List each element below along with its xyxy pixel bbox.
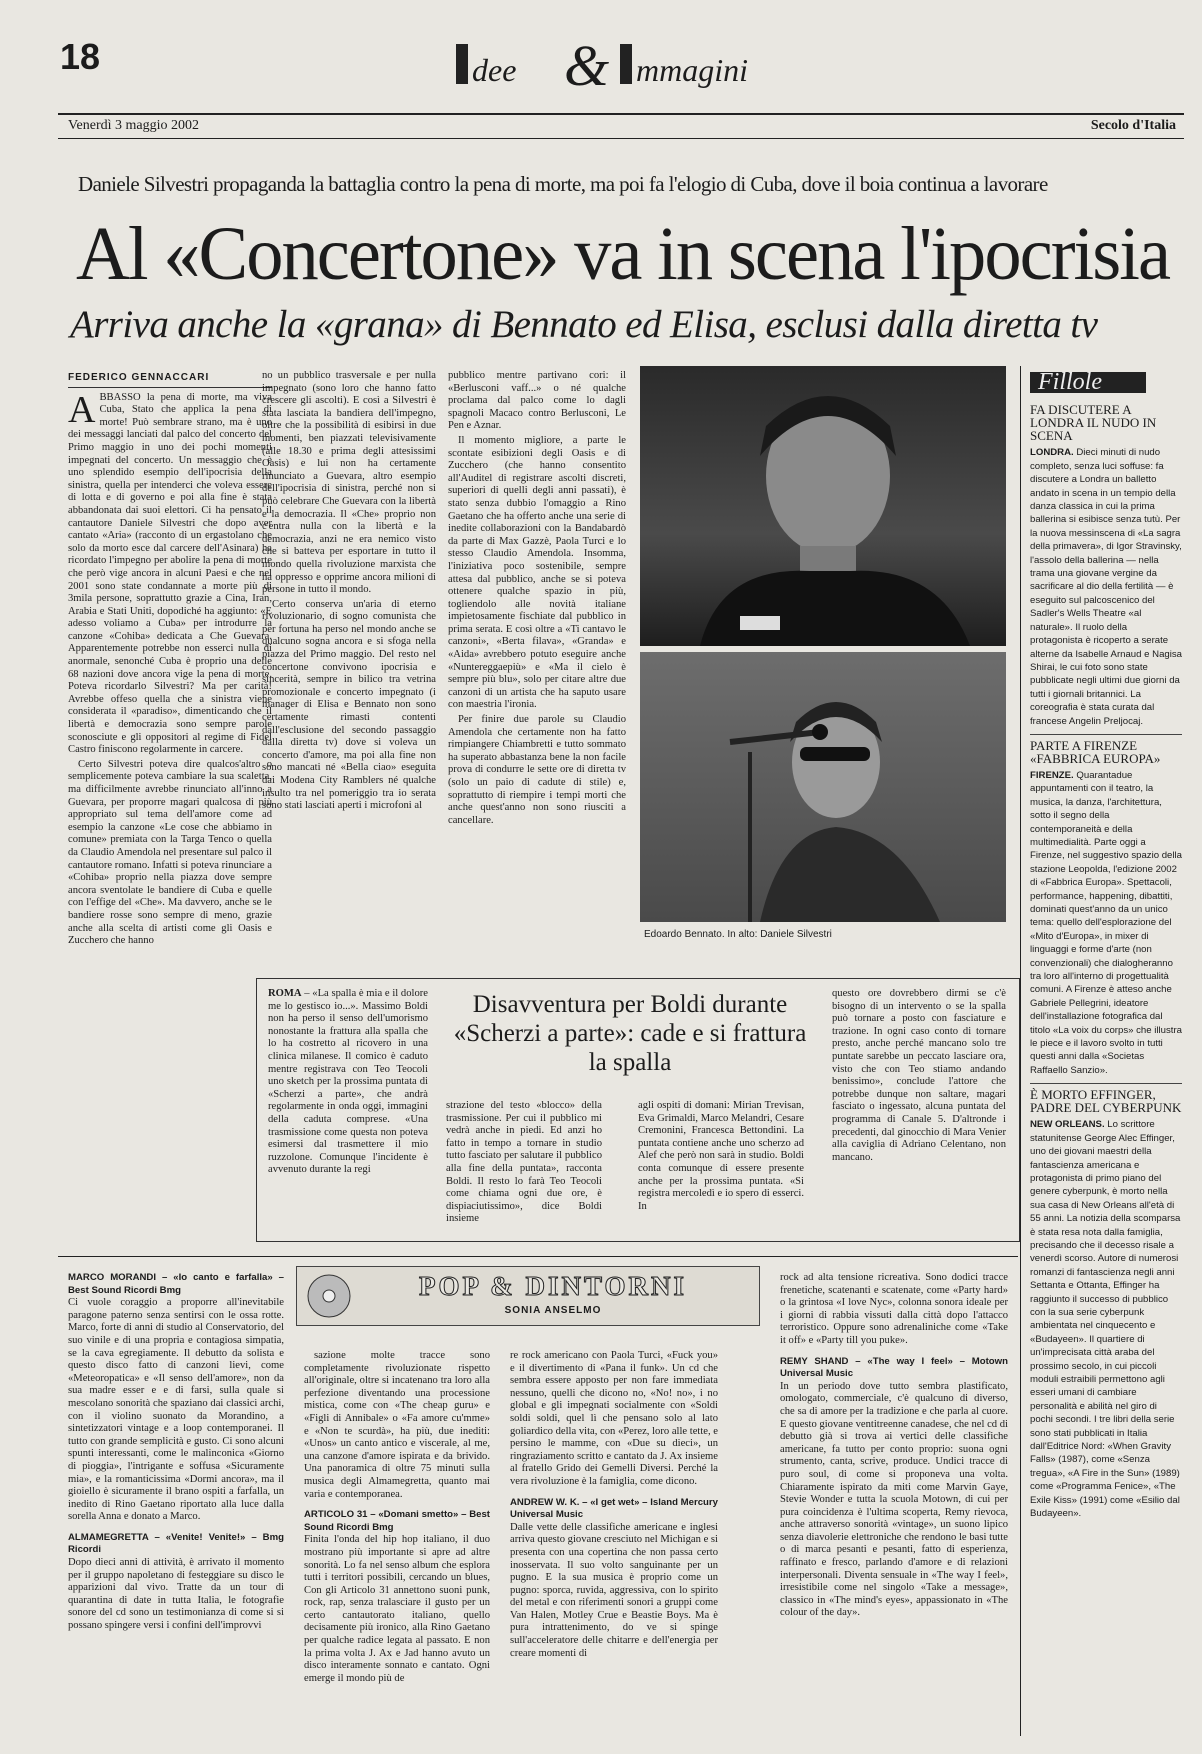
sidebar-item-text	[1030, 446, 1182, 728]
sidebar-dateline: NEW ORLEANS.	[1030, 1119, 1105, 1131]
pop-rule	[58, 1256, 1018, 1257]
byline: FEDERICO GENNACCARI	[68, 372, 272, 388]
section-word-right: mmagini	[636, 52, 748, 88]
review-text: Finita l'onda del hip hop italiano, il duo mostrano più importante si apre ad altre sonorità. Lo fa nel senso album che esplora tutti i territori possibili, cercando un blues, Con gli Articolo 31 annettono suoni punk, rock, rap, senza tralasciare il gusto per un certo cantautorato italiano, quello decisamente più ironico, alla Rino Gaetano per qualche radice legata al passato. E non la prima volta J. Ax e Jad hanno avuto un disco interamente sonnato e cantato. Ogni emerge il mondo più de	[304, 1534, 490, 1684]
section-bar-right	[620, 44, 632, 84]
dropcap: A	[68, 388, 96, 431]
sidebar-item-text	[1030, 1118, 1182, 1520]
section-word-left: dee	[472, 52, 517, 88]
section-ampersand: &	[564, 33, 610, 98]
pop-title: POP & DINTORNI	[418, 1271, 688, 1301]
pop-column-3	[510, 1350, 718, 1734]
review-title: REMY SHAND – «The way I feel» – Motown Universal Music	[780, 1355, 1008, 1380]
singer-illustration	[640, 652, 1006, 922]
review	[68, 1532, 284, 1633]
article-headline: Al «Concertone» va in scena l'ipocrisia	[76, 212, 1170, 296]
review-text: In un periodo dove tutto sembra plastificato, omologato, commerciale, c'è qualcuno di diverso, che sa di amore per la tradizione e che parla al cuore. E questo giovane ventitreenne canadese, che nel cd di debutto già si trova ai vertici delle classifiche americane, fa tutto per conto proprio: suona ogni strumento, canta, scrive, produce. Undici tracce di puro soul, di come si proponeva una volta. Chiaramente ispirato da miti come Marvin Gaye, Stevie Wonder e tutta la scuola Motown, di cui per pura coincidenza è l'ultima scoperta, Remy rievoca, anche attraverso sonorità «vintage», un suono lipico senza diavolerie elettroniche che rendono le basi tutte o di marca pesanti e pesanti, fatto di esperienza, raffinato e fresco, parlando d'amore e di relazioni interpersonali. Diventa sensuale in «The way I feel», irresistibile come nel singolo «Take a message», classico in «The mind's eyes», appassionato in «The colour of the day».	[780, 1380, 1008, 1619]
article-paragraph: pubblico mentre partivano cori: il «Berlusconi vaff...» o né qualche proclama dal palco come lo dagli spagnoli Macaco contro Berlusconi, Le Pen e Aznar.	[448, 370, 626, 432]
review-text: Dopo dieci anni di attività, è arrivato il momento per il gruppo napoletano di festeggiare su disco le apparizioni dal vivo. Tratte da un tour di quarantina di date in tutta Italia, le fotografie sonore del cd sono un testimonianza di come si si possano spingere versi i confini dell'improvvi	[68, 1557, 284, 1632]
review	[510, 1497, 718, 1661]
photo-caption: Edoardo Bennato. In alto: Daniele Silvestri	[644, 929, 832, 940]
boldi-paragraph: questo ore dovrebbero dirmi se c'è bisogno di un intervento o se la spalla può tornare a posto con fasciature e trazione. In ogni caso conto di tornare presto, anche perché mancano solo tre puntate sarebbe un peccato lasciare ora, visto che con Teo stiamo andando benissimo», conclude l'attore che potrebbe dunque non saltare, magari fasciato o ingessato, alcuna puntata del programma di Canale 5. D'altronde i precedenti, dal ginocchio di Mara Venier alla caviglia di Adriano Celentano, non mancano.	[832, 988, 1006, 1163]
page-number: 18	[60, 36, 101, 77]
cd-icon	[305, 1273, 355, 1319]
boldi-paragraph	[268, 988, 428, 1177]
sidebar-body: Lo scrittore statunitense George Alec Effinger, uno dei giovani maestri della fantascienza americana e protagonista di primo piano del genere cyberpunk, è morto nella sua casa di New Orleans all'età di 55 anni. La notizia della scomparsa è stata resa nota dalla famiglia, precisando che il decesso risale a venerdì scorso. Autore di numerosi romanzi di fantascienza negli anni Settanta e Ottanta, Effinger ha raggiunto il successo di pubblico con la sua serie cyberpunk ambientata nel cinquecento e «Budayeen». Il quartiere di un'imprecisata città araba del prossimo secolo, in cui piccoli moduli estraibili permettono agli esseri umani di cambiare personalità e abilità nel giro di pochi secondi. I tre libri della serie sono stati pubblicati in Italia dall'Editrice Nord: «When Gravity Falls» (1987), come «Senza tregua», «A Fire in the Sun» (1989) come «Programma Fenice», «The Exile Kiss» (1991) come «Esilio dal Budayeen».	[1030, 1119, 1181, 1520]
sidebar-body: Quarantadue appuntamenti con il teatro, la musica, la danza, l'architettura, sotto il segno della contemporaneità e della multimedialità. Parte oggi a Firenze, nel suggestivo spazio della stazione Leopolda, l'edizione 2002 di «Fabbrica Europa». Spettacoli, performance, happening, dibattiti, dominati quest'anno da un unico tema: quello dell'esplorazione del «Mito d'Europa», in mixer di linguaggi e forme d'arte (non convenzionali) che dialogheranno tra loro all'interno di progettualità comuni. A Firenze è atteso anche Gabriele Pellegrini, ideatore dell'installazione fotografica dal titolo «La voix du corps» che illustra le piece e il lavoro svolto in tutti questi anni dalla «Societas Raffaello Sanzio».	[1030, 769, 1182, 1076]
pop-author: SONIA ANSELMO	[504, 1305, 602, 1316]
article-paragraph: BBASSO la pena di morte, ma viva Cuba, Stato che applica la pena di morte! Può sembrare strano, ma è uno dei messaggi lanciati dal palco del concerto del Primo maggio in uno dei pochi momenti impegnati del concerto. Un messaggio che è uno splendido esempio dell'ipocrisia della sinistra, quella per intenderci che voleva essere di lotta e di governo e poi alla fine è stata abbandonata dai suoi elettori. Ci ha pensato il cantautore Daniele Silvestri che dopo aver cantato «Aria» (racconto di un ergastolano che solo da morto esce dal carcere dell'Asinara) ha ricordato l'impegno per abolire la pena di morte che però vige ancora in alcuni Paesi e che nel 2001 sono state condannate a morte più di 3mila persone, soprattutto grazie a Cina, Iran, Arabia e Stati Uniti, dopodiché ha aggiunto: «E adesso voliamo a Cuba» per introdurre la canzone «Cohiba» dedicata a Che Guevara. Apparentemente potrebbe non esserci nulla di anormale, senonché Cuba è proprio una delle 68 nazioni dove ancora vige la pena di morte. Poteva ricordarlo Silvestri? Ma per carità! Avrebbe offeso quella che a sinistra viene considerata il «paradiso», dimenticando che il libertà e democrazia sono sempre parole sconosciute e gli oppositori al regime di Fidel Castro finiscono regolarmente in carcere.	[68, 391, 272, 756]
review	[304, 1509, 490, 1685]
boldi-column-4	[832, 988, 1006, 1234]
review-text: sazione molte tracce sono completamente rivoluzionate rispetto all'originale, oltre si incatenano tra loro alla perfezione diventando una processione mistica, come con «The cheap guru» e «Figli di Annibale» o «Fa amore cu'mme» e «Non te scurdà», ha più, due inediti: «Unos» un canto antico e viscerale, al me, una canzone d'amore ispirata e da brivido. Una panoramica di oltre 75 minuti sulla musica degli Almamegretta, quanto mai varia e contemporanea.	[304, 1350, 490, 1500]
review	[510, 1350, 718, 1489]
sidebar-divider	[1020, 366, 1021, 1736]
review-title: MARCO MORANDI – «Io canto e farfalla» – Best Sound Ricordi Bmg	[68, 1272, 284, 1296]
sidebar-body: Dieci minuti di nudo completo, senza luci soffuse: fa discutere a Londra un balletto andato in scena in un tempio della danza classica in cui la prima ballerina si esibisce senza tutù. Per la nuova messinscena di «La sagra della primavera», di Igor Stravinsky, l'assolo della ballerina — nella trama una giovane vergine da sacrificare al dio della fertilità — è eseguito sul palcoscenico del Sadler's Wells Theatre «al naturale». Il ruolo della protagonista è ricoperto a serate alterne da Isabelle Arnaud e Nagisa Shirai, le cui foto sono state pubblicate negli ultimi due giorni da tutti i giornali britannici. La coreografia è stata curata dal francese Angelin Preljocaj.	[1030, 447, 1183, 727]
sidebar-item-head: FA DISCUTERE A LONDRA IL NUDO IN SCENA	[1030, 402, 1157, 444]
header-rule-thin	[58, 138, 1184, 139]
boldi-column-2	[446, 1100, 602, 1234]
portrait-illustration	[640, 366, 1006, 646]
section-title	[452, 30, 812, 100]
paper-name: Secolo d'Italia	[1090, 118, 1176, 133]
pop-column-1	[68, 1272, 284, 1734]
article-column-2	[262, 370, 436, 950]
boldi-paragraph: strazione del testo «blocco» della trasmissione. Per cui il pubblico mi vedrà anche in piedi. Ed anzi ho fatto in tempo a tornare in studio tutto fasciato per salutare il pubblico alla fine della puntata», racconta Boldi. Il resto lo farà Teo Teocoli come chiama ogni due ore, è dispiaciutissimo», dice Boldi insieme	[446, 1100, 602, 1225]
boldi-column-1	[268, 988, 428, 1234]
photo-bennato	[640, 652, 1006, 922]
article-kicker: Daniele Silvestri propaganda la battaglia contro la pena di morte, ma poi fa l'elogio di Cuba, dove il boia continua a lavorare	[78, 172, 1048, 196]
sidebar-item	[1030, 399, 1182, 728]
review	[68, 1272, 284, 1524]
review	[780, 1272, 1008, 1348]
pop-column-2	[304, 1350, 490, 1734]
header-rule	[58, 113, 1184, 115]
section-bar-left	[456, 44, 468, 84]
sidebar-item-head: PARTE A FIRENZE «FABBRICA EUROPA»	[1030, 734, 1182, 765]
review-text: re rock americano con Paola Turci, «Fuck you» e il divertimento di «Pana il funk». Un cd che sembra essere apposto per non fare immediata nessuno, quelli che dicono no, «No! no», i no global e gli impegnati socialmente con «Soldi soldi soldi, quel lì che pensano solo al lato goliardico della vita, con «Perez, loro alle tette, e persino le mamme, con «Due su dieci», un ringraziamento scritto e cantato da J. Ax insieme al fratello Grido dei Gemelli Diversi. Perché la vera rivoluzione è la famiglia, come dicono.	[510, 1350, 718, 1487]
sidebar-item-head: È MORTO EFFINGER, PADRE DEL CYBERPUNK	[1030, 1083, 1182, 1114]
issue-date: Venerdì 3 maggio 2002	[68, 118, 200, 133]
boldi-column-3	[638, 1100, 804, 1234]
article-column-3	[448, 370, 626, 950]
sidebar	[1030, 369, 1183, 1732]
review-text: Dalle vette delle classifiche americane e inglesi arriva questo giovane cresciuto nel Michigan e si presenta con una copertina che non passa certo inosservata. Il suo volto sanguinante per un pugno. E la sua musica è proprio come un pugno: sporca, ruvida, aggressiva, con lo spirito del metal e con riferimenti sonori a gruppi come Van Halen, Motley Crue e Beastie Boys. Ma è pura intrattenimento, do ve si spinge sull'acceleratore delle chitarre e dell'energia per creare momenti di	[510, 1521, 718, 1659]
review-title: ARTICOLO 31 – «Domani smetto» – Best Sound Ricordi Bmg	[304, 1509, 490, 1533]
article-column-1	[68, 372, 272, 1172]
sidebar-item	[1030, 734, 1182, 1077]
boldi-paragraph: agli ospiti di domani: Mirian Trevisan, Eva Grimaldi, Marco Melandri, Cesare Cremonini, Francesca Bettondini. La puntata contiene anche uno scherzo ad Alef che però non sarà in studio. Boldi conta comunque di essere presente anche per la prossima puntata. «Si registra mercoledì e io spero di esserci. In	[638, 1100, 804, 1212]
boldi-dateline: ROMA	[268, 988, 302, 999]
boldi-text: – «La spalla è mia e il dolore me lo gestisco io...». Massimo Boldi non ha perso il senso dell'umorismo nonostante la frattura alla spalla che lo ha costretto al ricovero in una clinica milanese. Il comico è caduto mentre registrava con Teo Teocoli uno sketch per la prossima puntata di «Scherzi a parte», che andrà regolarmente in onda oggi, immagini della caduta comprese. «Una trasmissione come questa non poteva esimersi dal trasmettere il mio ruzzolone. Comunque l'incidente è avvenuto durante la regi	[268, 988, 428, 1176]
pop-column-4	[780, 1272, 1008, 1734]
review	[780, 1356, 1008, 1620]
article-subhead: Arriva anche la «grana» di Bennato ed Elisa, esclusi dalla diretta tv	[70, 303, 1098, 346]
pop-banner	[296, 1266, 760, 1326]
photo-silvestri	[640, 366, 1006, 646]
article-paragraph: Certo conserva un'aria di eterno rivoluzionario, di sogno comunista che per fortuna ha perso nel mondo anche se qualcuno sogna ancora e si sfoga nella piazza del Primo maggio. Del resto nel concertone convivono ipocrisia e sincerità, sempre in bilico tra vetrina promozionale e concerto impegnato (i manager di Elisa e Bennato non sono certamente rimasti contenti dall'esclusione del secondo passaggio dalla diretta tv) dove si voleva un concerto d'amore, ma poi alla fine non sono mancati né «Bella ciao» eseguita dai Modena City Ramblers né qualche insulto tra nel pomeriggio tra io serata sono stati lasciati aperti i microfoni al	[262, 598, 436, 812]
sidebar-item-text	[1030, 769, 1182, 1077]
review-text: rock ad alta tensione ricreativa. Sono dodici tracce frenetiche, scatenanti e scatenate, come «Party hard» o la grintosa «I love Nyc», colonna sonora ideale per i giorni di rabbia vissuti dalla città dopo l'attacco terroristico. Oppure sono adrenaliniche come «Take it off» e «Party till you puke».	[780, 1272, 1008, 1346]
article-paragraph: no un pubblico trasversale e per nulla impegnato (sono loro che hanno fatto crescere gli ascolti). E così a Silvestri è stata lasciata la bandiera dell'impegno, oltre che la possibilità di esibirsi in due momenti, ben piazzati televisivamente (alle 18.30 e prima degli attesissimi Oasis) e lui non ha certamente rinunciato a Guevara, altro esempio dell'ipocrisia di sinistra, perché non si può celebrare Che Guevara con la libertà e la democrazia. Il «Che» proprio non c'entra nulla con la libertà e la democrazia, anzi ne era nemico visto che si batteva per esportare in tutto il mondo quella rivoluzione marxista che ha oppresso e opprime ancora milioni di persone in tutto il mondo.	[262, 370, 436, 596]
boldi-headline: Disavventura per Boldi durante «Scherzi a parte»: cade e si frattura la spalla	[453, 991, 807, 1076]
review	[304, 1350, 490, 1501]
article-paragraph: Certo Silvestri poteva dire qualcos'altro o semplicemente poteva cambiare la sua scaletta, ma difficilmente avrebbe rinunciato all'inno a Guevara, per proporre magari qualcosa di più appropriato sul tema dell'amore come ad esempio la canzone «Le cose che abbiamo in comune» premiata con la Targa Tenco o quella da Claudio Amendola nel presentare sul palco il cantautore romano. Infatti si poteva rinunciare a «Cohiba» proprio nella piazza dove sempre ancora sventolate le bandiere di Cuba e quelle con l'effige del «Che». Ma davvero, anche se le bandiere rosse sono sempre di meno, grazie anche alla scelta di artisti come gli Oasis e Zucchero che hanno	[68, 758, 272, 947]
article-paragraph: Per finire due parole su Claudio Amendola che certamente non ha fatto rimpiangere Chiambretti e tutto sommato ha superato abbastanza bene la non facile prova di condurre le sette ore di diretta tv (solo un paio di cadute di stile) e, soprattutto di riempire i tempi morti che anche quest'anno non sono riusciti a cancellare.	[448, 714, 626, 826]
sidebar-item	[1030, 1083, 1182, 1520]
sidebar-title: Fillole	[1038, 369, 1102, 395]
review-title: ALMAMEGRETTA – «Venite! Venite!» – Bmg Ricordi	[68, 1531, 284, 1556]
review-title: ANDREW W. K. – «I get wet» – Island Mercury Universal Music	[510, 1496, 718, 1521]
sidebar-dateline: LONDRA.	[1030, 447, 1074, 459]
sidebar-dateline: FIRENZE.	[1030, 769, 1074, 781]
article-paragraph: Il momento migliore, a parte le scontate esibizioni degli Oasis e di Zucchero (che hanno consentito all'Auditel di registrare ascolti discreti, superiori di quelli degli anni passati), è stato senza dubbio l'omaggio a Rino Gaetano che ha offerto anche una serie di inedite collaborazioni con la Bandabardò da parte di Max Gazzè, Paola Turci e lo stesso Claudio Amendola. Insomma, l'iniziativa poco sostenibile, sempre attesa dal pubblico, anche se si poteva ottenere qualche spazio in più, togliendolo alle novità italiane impietosamente fischiate dal pubblico in prima serata. E così oltre a «Ti cantavo le canzoni», «Berta filava», «Granda» e «Aida» avrebbero potuto eseguire anche «Nuntereggaepiù» e «Ma il cielo è sempre più blu», solo per citare altre due canzoni di un artista che ha saputo usare con maestria l'ironia.	[448, 434, 626, 711]
review-text: Ci vuole coraggio a proporre all'inevitabile paragone paterno senza sentirsi con le ossa rotte. Marco, forte di anni di studio al Conservatorio, del suo vinile e di una propria e contagiosa simpatia, se la cava egregiamente. Il debutto da solista e questo disco fatto di canzoni lievi, come «Meteoropatica» e «Il senso dell'amore», non da sua madre esser e e di farsi, sulla quale si mescolano sonorità che spaziano dai classici archi, con il violino suonato da Morandino, a sintetizzatori vintage e a loop contemporanei. Il tutto con grande semplicità e gusto. Ci sono alcuni spunti interessanti, come le malinconica «Giorno di pioggia», l'intrigante e soffusa «Sicuramente mia», e la romanticissima «Dormi ancora», ma il gioiello è sicuramente il brano ospiti a farfalla, un inedito di Rino Gaetano riportato alla luce dalla sorella Anna e donato a Marco.	[68, 1297, 284, 1523]
sidebar-banner	[1030, 369, 1146, 395]
